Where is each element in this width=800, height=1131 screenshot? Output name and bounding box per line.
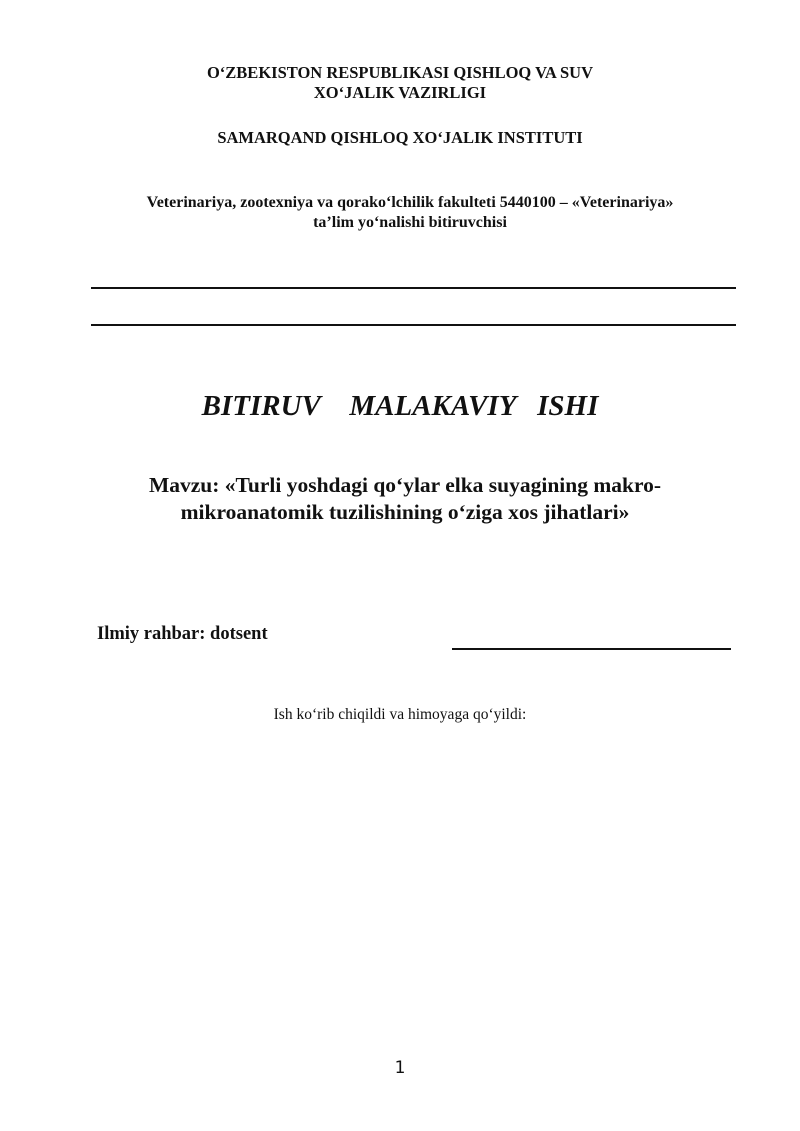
topic-line-1: Mavzu: «Turli yoshdagi qo‘ylar elka suyagining makro- xyxy=(148,473,662,497)
institute-heading: SAMARQAND QISHLOQ XO‘JALIK INSTITUTI xyxy=(217,128,583,147)
review-text: Ish ko‘rib chiqildi va himoyaga qo‘yildi: xyxy=(273,706,527,723)
ministry-line-1: O‘ZBEKISTON RESPUBLIKASI QISHLOQ VA SUV xyxy=(206,63,594,82)
document-title: BITIRUV MALAKAVIY ISHI xyxy=(201,390,599,422)
faculty-heading xyxy=(60,193,760,233)
student-name-line-1 xyxy=(91,287,736,289)
student-name-line-2 xyxy=(91,324,736,326)
supervisor-label: Ilmiy rahbar: dotsent xyxy=(97,624,268,644)
ministry-line-2: XO‘JALIK VAZIRLIGI xyxy=(313,83,487,102)
faculty-line-1: Veterinariya, zootexniya va qorako‘lchilik fakulteti 5440100 – «Veterinariya» xyxy=(146,194,674,211)
ministry-heading xyxy=(0,63,800,103)
topic-line-2: mikroanatomik tuzilishining o‘ziga xos jihatlari» xyxy=(180,500,630,524)
faculty-line-2: ta’lim yo‘nalishi bitiruvchisi xyxy=(313,214,507,231)
topic xyxy=(100,472,710,526)
signature-line xyxy=(452,648,731,650)
page-number: 1 xyxy=(394,1058,406,1078)
